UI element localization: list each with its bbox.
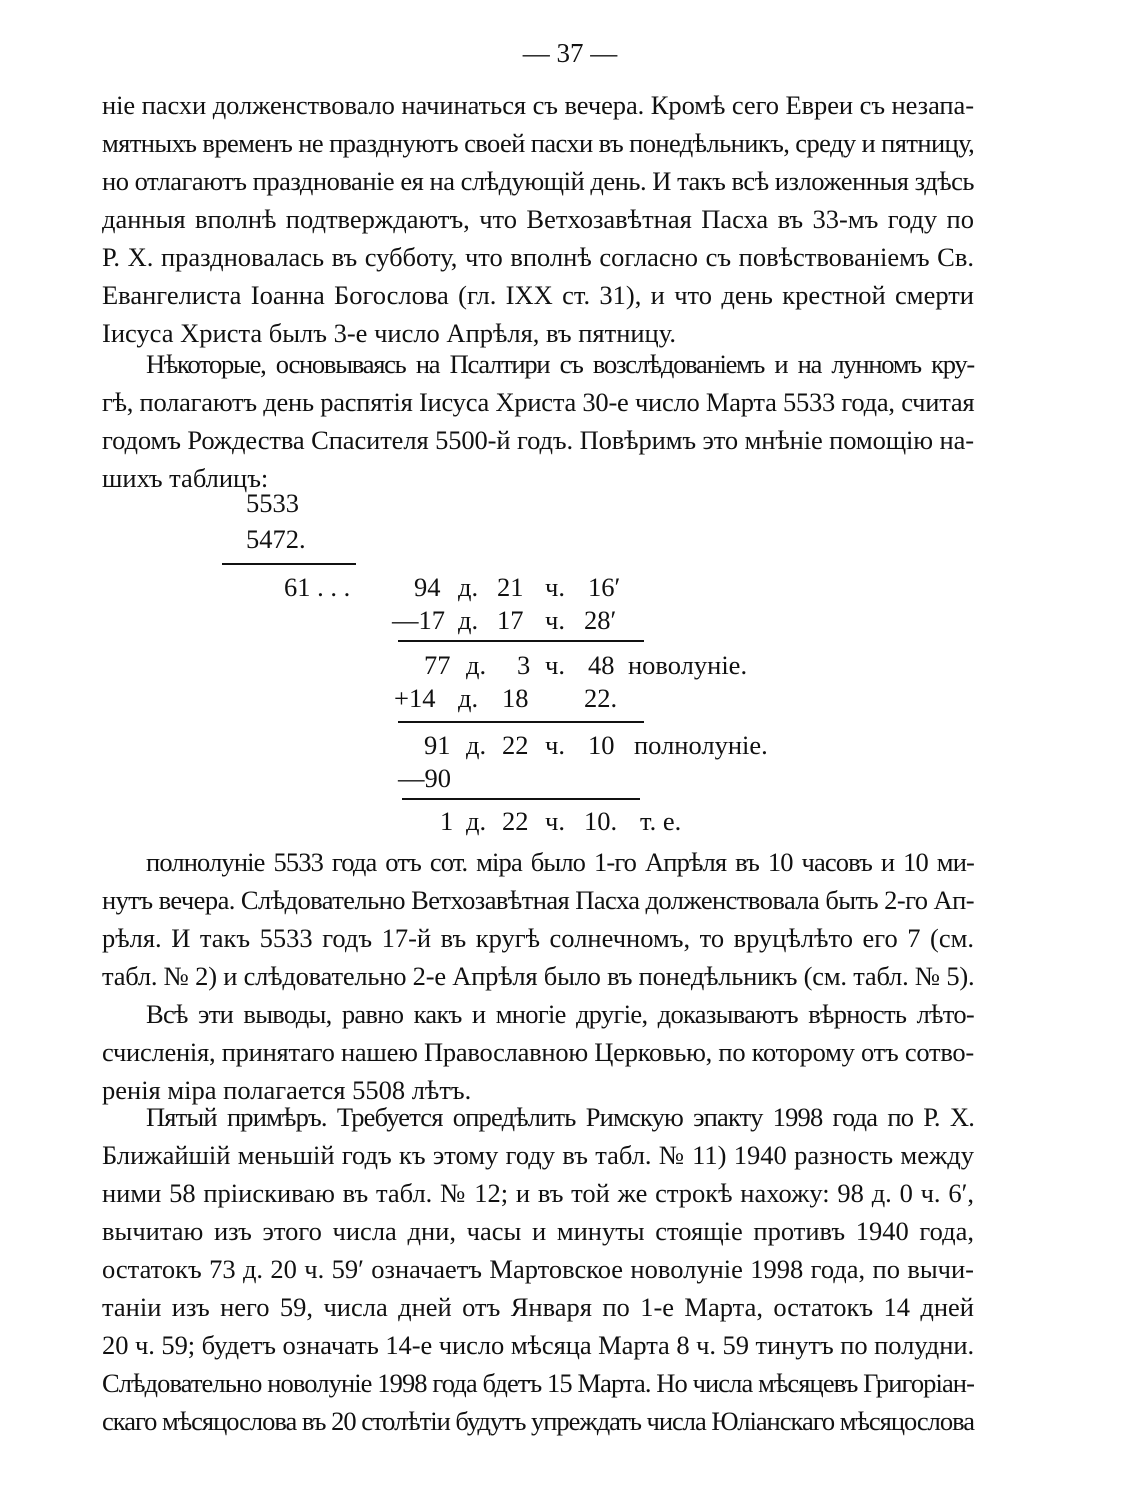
calc-hours: 17 — [497, 605, 524, 635]
text-line: табл. № 2) и слѣдовательно 2-е Апрѣля было въ понедѣльникъ (см. табл. № 5). — [102, 961, 975, 991]
text-line: таніи изъ него 59, числа дней отъ Января по 1-е Марта, остатокъ 14 дней — [102, 1292, 974, 1322]
text-line: Слѣдовательно новолуніе 1998 года бдетъ 15 Марта. Но числа мѣсяцевъ Григоріан- — [102, 1368, 974, 1398]
calc-days: +14 — [394, 683, 436, 713]
calc-hours: 22 — [502, 806, 529, 836]
text-line: 20 ч. 59; будетъ означать 14-е число мѣсяца Марта 8 ч. 59 тинутъ по полудни. — [102, 1330, 975, 1360]
text-line: остатокъ 73 д. 20 ч. 59′ означаетъ Мартовское новолуніе 1998 года, по вычи- — [102, 1254, 974, 1284]
text-line: годомъ Рождества Спасителя 5500-й годъ. Повѣримъ это мнѣніе помощію на- — [102, 425, 974, 455]
text-line: Евангелиста Іоанна Богослова (гл. IXX ст. 31), и что день крестной смерти — [102, 280, 974, 310]
text-line: полнолуніе 5533 года отъ сот. міра было 1-го Апрѣля въ 10 часовъ и 10 ми- — [146, 847, 974, 877]
calc-days-unit: д. — [466, 650, 487, 680]
calc-hours-unit: ч. — [545, 572, 565, 602]
calc-rule — [222, 563, 356, 565]
calc-days: —90 — [398, 763, 451, 793]
calc-days: 94 — [414, 572, 441, 602]
text-line: данныя вполнѣ подтверждаютъ, что Ветхозавѣтная Пасха въ 33-мъ году по — [102, 204, 974, 234]
calc-minutes: 10. — [584, 806, 618, 836]
calc-days: 91 — [424, 730, 451, 760]
calc-days: 1 — [440, 806, 454, 836]
calc-days-unit: д. — [458, 683, 479, 713]
paragraph-psalter — [102, 345, 974, 497]
text-line: ніе пасхи долженствовало начинаться съ вечера. Кромѣ сего Евреи съ незапа- — [102, 90, 974, 120]
calc-days-unit: д. — [466, 730, 487, 760]
calc-note-that-is: т. е. — [640, 806, 682, 836]
calc-days-unit: д. — [458, 605, 479, 635]
page-number: — 37 — — [522, 38, 618, 68]
calc-year-a: 5533 — [246, 488, 299, 518]
calc-hours-unit: ч. — [545, 806, 565, 836]
calc-rule — [402, 798, 640, 800]
text-line: ними 58 пріискиваю въ табл. № 12; и въ той же строкѣ нахожу: 98 д. 0 ч. 6′, — [102, 1178, 974, 1208]
text-line: нутъ вечера. Слѣдовательно Ветхозавѣтная Пасха долженствовала быть 2-го Ап- — [102, 885, 974, 915]
calc-hours: 18 — [502, 683, 529, 713]
text-line: Нѣкоторые, основываясь на Псалтири съ возслѣдованіемъ и на лунномъ кру- — [146, 349, 974, 379]
calc-note-full-moon: полнолуніе. — [634, 730, 768, 760]
text-line: скаго мѣсяцослова въ 20 столѣтіи будутъ упреждать числа Юліанскаго мѣсяцослова — [102, 1406, 974, 1436]
calc-minutes: 28′ — [584, 605, 617, 635]
calc-year-b: 5472. — [246, 524, 306, 554]
calc-minutes: 10 — [588, 730, 615, 760]
calc-difference: 61 . . . — [284, 572, 351, 602]
text-line: рѣля. И такъ 5533 годъ 17-й въ кругѣ солнечномъ, то вруцѣлѣто его 7 (см. — [102, 923, 974, 953]
calc-note-new-moon: новолуніе. — [628, 650, 748, 680]
text-line: вычитаю изъ этого числа дни, часы и минуты стоящіе противъ 1940 года, — [102, 1216, 974, 1246]
calc-minutes: 16′ — [588, 572, 621, 602]
calc-hours: 22 — [502, 730, 529, 760]
calc-hours: 21 — [497, 572, 524, 602]
text-line: гѣ, полагаютъ день распятія Іисуса Христа 30-е число Марта 5533 года, считая — [102, 387, 975, 417]
text-line: счисленія, принятаго нашею Православною Церковью, по которому отъ сотво- — [102, 1037, 974, 1067]
calc-days: —17 — [392, 605, 445, 635]
paragraph-full-moon — [102, 843, 974, 995]
calc-hours: 3 — [517, 650, 531, 680]
text-line: шихъ таблицъ: — [102, 463, 269, 493]
paragraph-continuation — [102, 86, 974, 352]
calc-days: 77 — [424, 650, 451, 680]
text-line: мятныхъ временъ не празднуютъ своей пасхи въ понедѣльникъ, среду и пятницу, — [102, 128, 975, 158]
calc-days-unit: д. — [458, 572, 479, 602]
calc-hours-unit: ч. — [545, 730, 565, 760]
text-line: Р. Х. праздновалась въ субботу, что вполнѣ согласно съ повѣствованіемъ Св. — [102, 242, 974, 272]
text-line: Всѣ эти выводы, равно какъ и многіе другіе, доказываютъ вѣрность лѣто- — [146, 999, 974, 1029]
calc-days-unit: д. — [466, 806, 487, 836]
text-line: Іисуса Христа былъ 3-е число Апрѣля, въ пятницу. — [102, 318, 676, 348]
calc-minutes: 48 — [588, 650, 615, 680]
calc-minutes: 22. — [584, 683, 618, 713]
calc-rule — [398, 721, 644, 723]
calc-hours-unit: ч. — [545, 650, 565, 680]
paragraph-fifth-example — [102, 1098, 974, 1440]
text-line: но отлагаютъ празднованіе ея на слѣдующій день. И такъ всѣ изложенныя здѣсь — [102, 166, 974, 196]
text-line: Ближайшій меньшій годъ къ этому году въ табл. № 11) 1940 разность между — [102, 1140, 974, 1170]
text-line: ренія міра полагается 5508 лѣтъ. — [102, 1075, 472, 1105]
text-line: Пятый примѣръ. Требуется опредѣлить Римскую эпакту 1998 года по Р. Х. — [146, 1102, 974, 1132]
calc-hours-unit: ч. — [545, 605, 565, 635]
calc-rule — [398, 640, 644, 642]
paragraph-conclusions — [102, 995, 974, 1109]
